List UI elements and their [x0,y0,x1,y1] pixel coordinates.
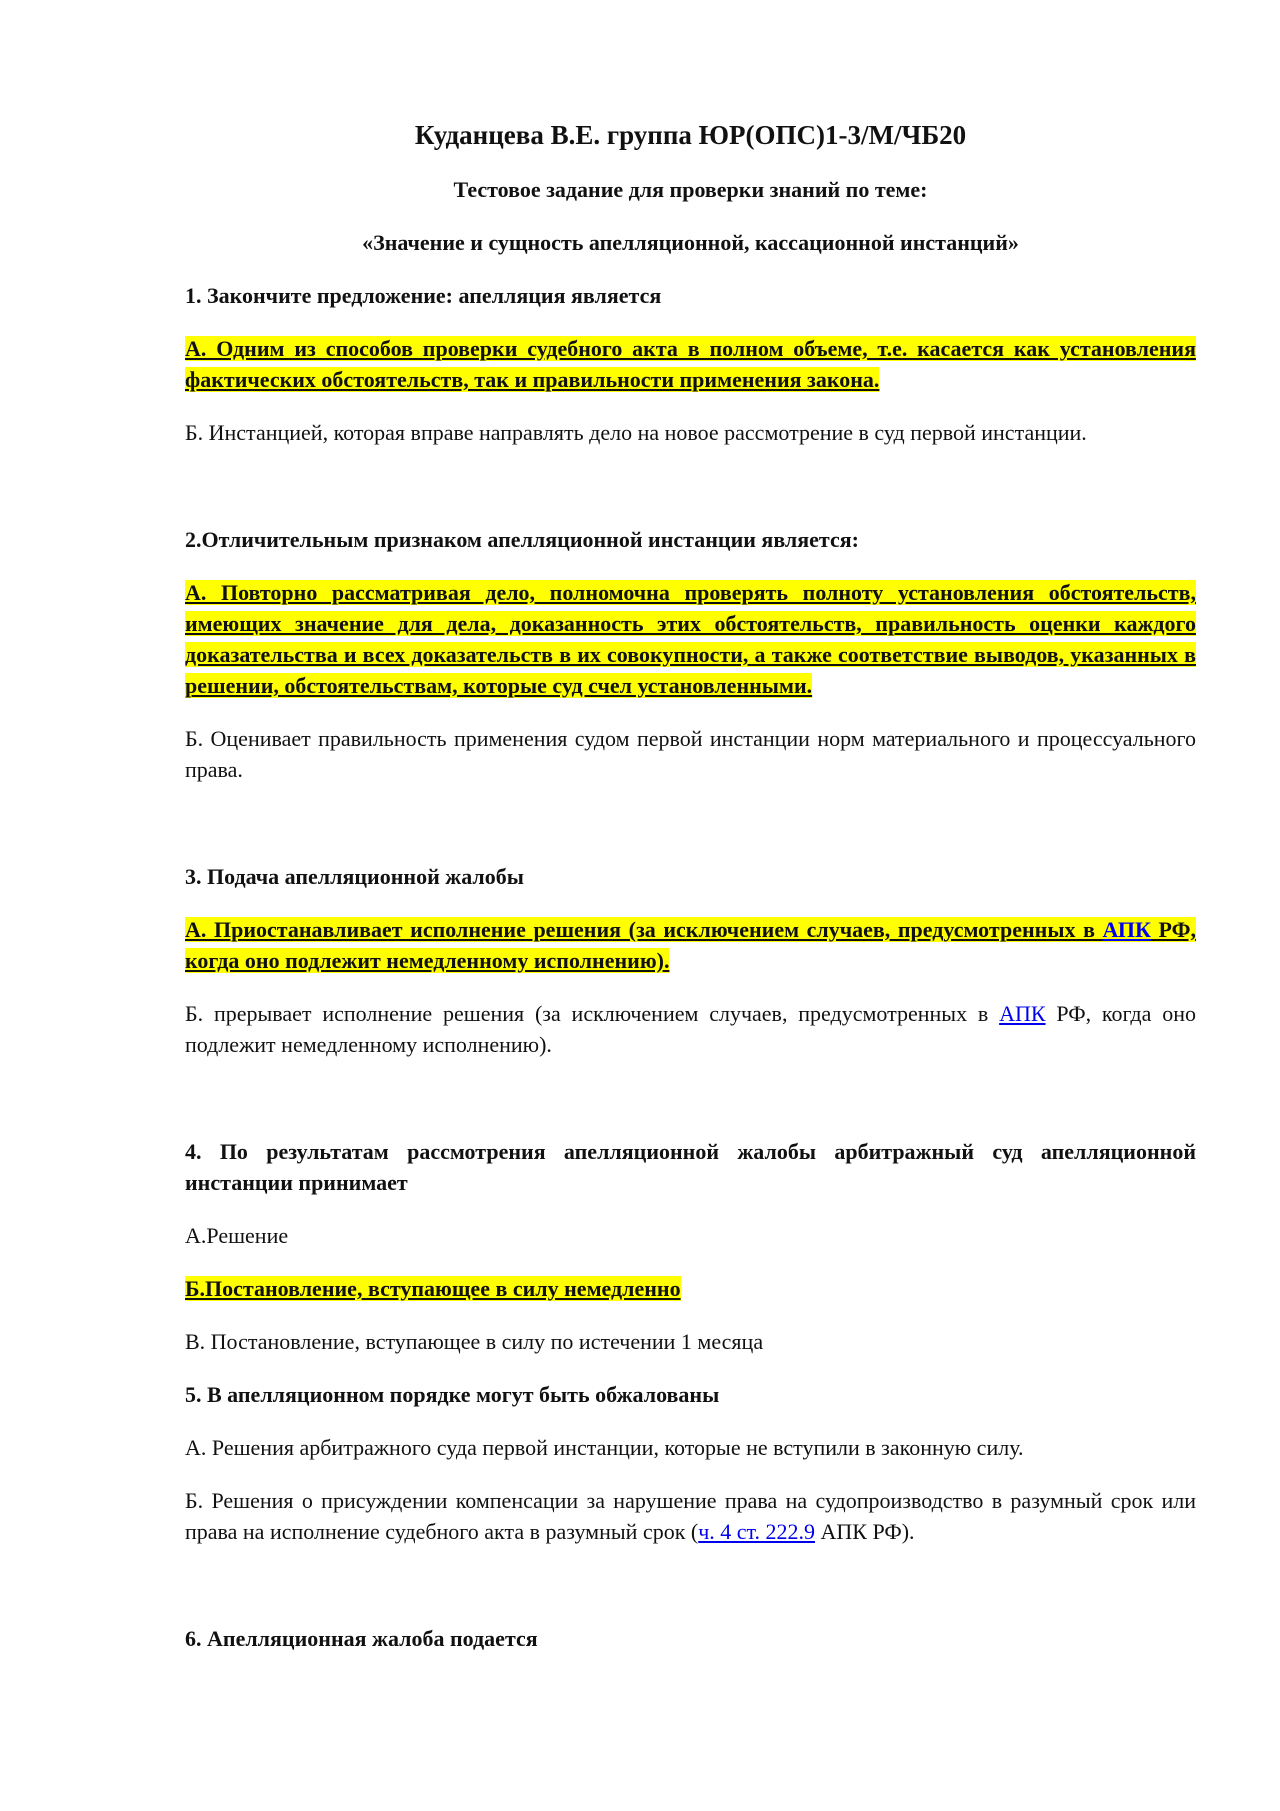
document-title: Куданцева В.Е. группа ЮР(ОПС)1-3/М/ЧБ20 [414,120,967,150]
question-3: 3. Подача апелляционной жалобы [185,864,524,889]
article-link[interactable]: ч. 4 ст. 222.9 [698,1519,816,1544]
q4-answer-b [185,1273,1196,1304]
q3-answer-a-post: РФ, когда оно подлежит немедленному исполнению). [185,917,1196,973]
question-6: 6. Апелляционная жалоба подается [185,1626,538,1651]
q4-answer-b-text: Б.Постановление, вступающее в силу немедленно [185,1276,681,1301]
q3-answer-b-pre: Б. прерывает исполнение решения (за исключением случаев, предусмотренных в [185,1001,1000,1026]
q4-answer-c: В. Постановление, вступающее в силу по истечении 1 месяца [185,1329,764,1354]
q3-answer-b [185,998,1196,1060]
question-2: 2.Отличительным признаком апелляционной инстанции является: [185,527,859,552]
q3-answer-a-pre: А. Приостанавливает исполнение решения (за исключением случаев, предусмотренных в [185,917,1103,942]
document-subtitle: Тестовое задание для проверки знаний по теме: [453,177,928,202]
q4-answer-a: А.Решение [185,1223,289,1248]
question-5: 5. В апелляционном порядке могут быть обжалованы [185,1382,720,1407]
spacer [185,1569,1196,1623]
q1-answer-a [185,333,1196,395]
spacer [185,807,1196,861]
q5-answer-a: А. Решения арбитражного суда первой инстанции, которые не вступили в законную силу. [185,1435,1024,1460]
apk-link[interactable]: АПК [1102,917,1151,942]
q2-answer-a [185,577,1196,701]
q1-answer-a-text: А. Одним из способов проверки судебного акта в полном объеме, т.е. касается как установления фактических обстоятельств, так и правильности применения закона. [185,336,1196,392]
q3-answer-a-text [185,917,1196,973]
q5-answer-b-pre: Б. Решения о присуждении компенсации за нарушение права на судопроизводство в разумный срок или права на исполнение судебного акта в разумный срок ( [185,1488,1196,1544]
q1-answer-b: Б. Инстанцией, которая вправе направлять дело на новое рассмотрение в суд первой инстанции. [185,420,1087,445]
q2-answer-b: Б. Оценивает правильность применения судом первой инстанции норм материального и процессуального права. [185,726,1196,782]
question-4: 4. По результатам рассмотрения апелляционной жалобы арбитражный суд апелляционной инстанции принимает [185,1139,1196,1195]
q5-answer-b [185,1485,1196,1547]
apk-link[interactable]: АПК [999,1001,1046,1026]
spacer [185,1082,1196,1136]
document-topic: «Значение и сущность апелляционной, кассационной инстанций» [362,230,1019,255]
question-1: 1. Закончите предложение: апелляция является [185,283,662,308]
spacer [185,470,1196,524]
q3-answer-a [185,914,1196,976]
document-page [185,118,1196,1676]
q5-answer-b-post: АПК РФ). [815,1519,915,1544]
q3-answer-b-post: РФ, когда оно подлежит немедленному исполнению). [185,1001,1196,1057]
q2-answer-a-text: А. Повторно рассматривая дело, полномочна проверять полноту установления обстоятельств, имеющих значение для дела, доказанность этих обстоятельств, правильность оценки каждого доказательства и всех доказательств в их совокупности, а также соответствие выводов, указанных в решении, обстоятельствам, которые суд счел установленными. [185,580,1196,698]
